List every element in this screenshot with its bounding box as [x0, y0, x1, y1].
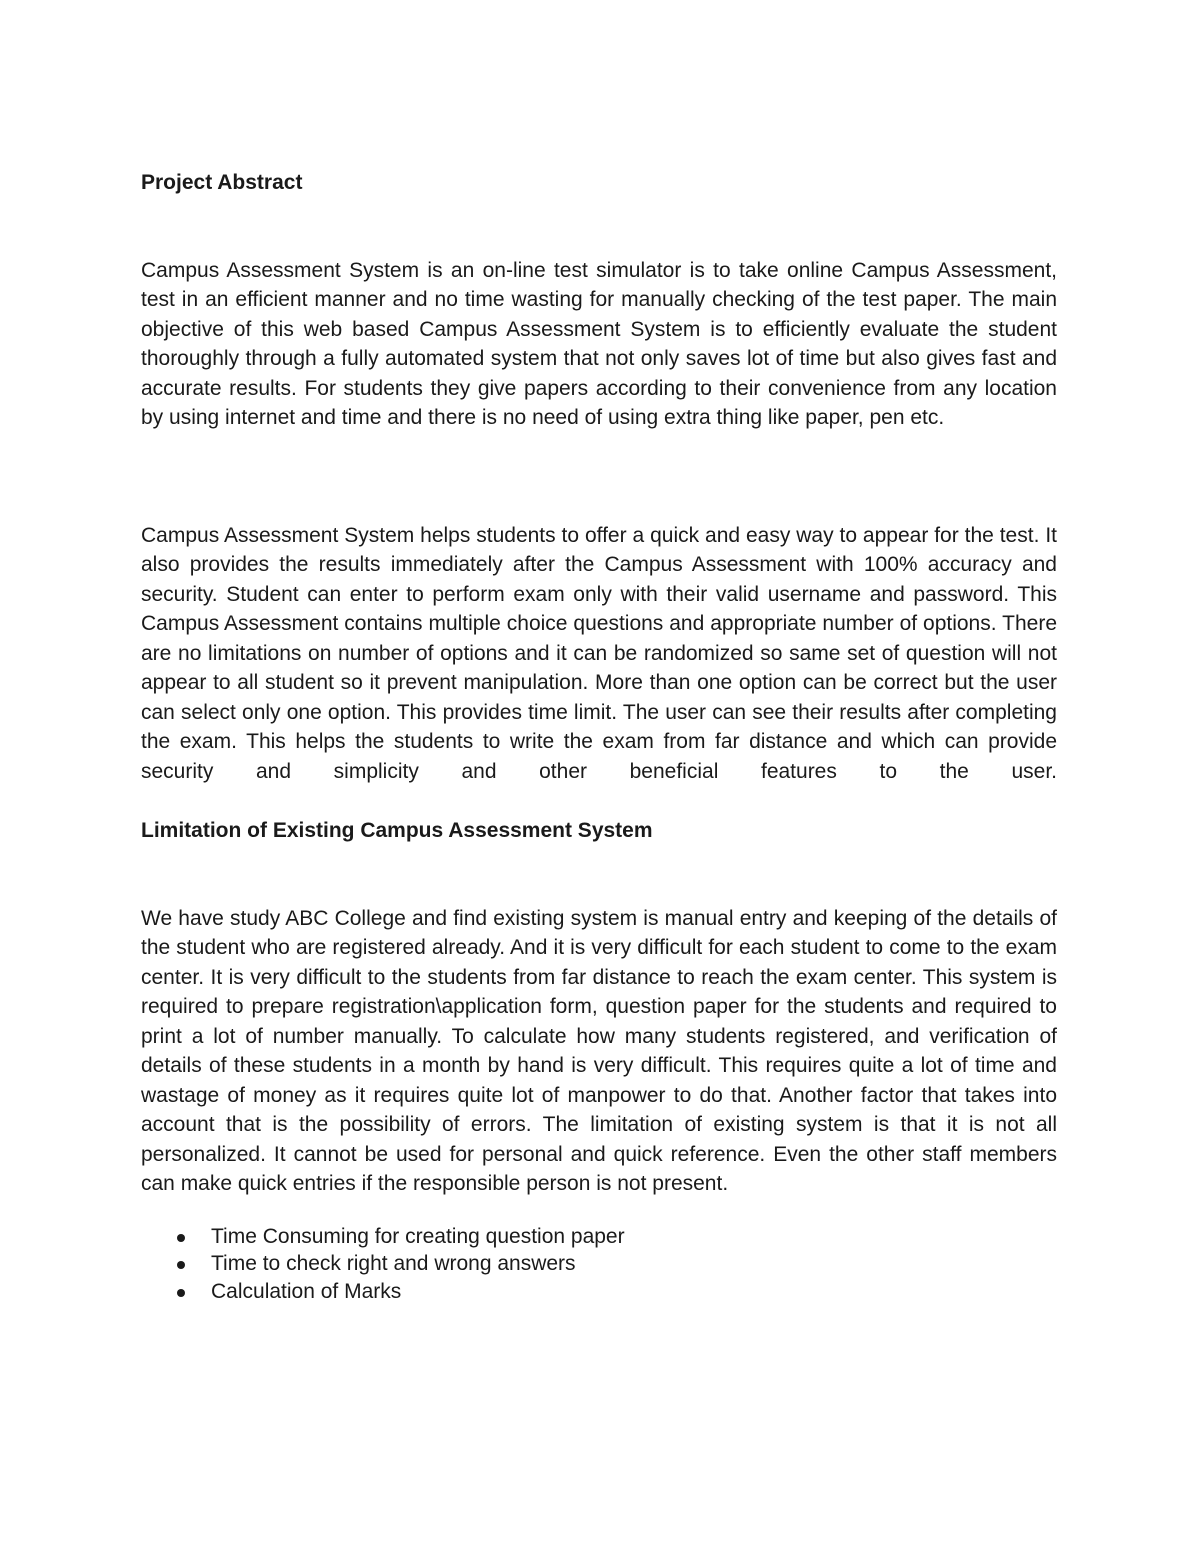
bullet-icon [177, 1261, 185, 1269]
bullet-icon [177, 1234, 185, 1242]
abstract-paragraph-1: Campus Assessment System is an on-line test simulator is to take online Campus Assessment, test in an efficient manner and no time wasting for manually checking of the test paper. The main objective of this web based Campus Assessment System is to efficiently evaluate the student thoroughly through a fully automated system that not only saves lot of time but also gives fast and accurate results. For students they give papers according to their convenience from any location by using internet and time and there is no need of using extra thing like paper, pen etc. [141, 258, 1057, 429]
list-item [141, 1250, 1057, 1278]
list-item [141, 1223, 1057, 1251]
abstract-paragraph-2: Campus Assessment System helps students to offer a quick and easy way to appear for the test. It also provides the results immediately after the Campus Assessment with 100% accuracy and security. Student can enter to perform exam only with their valid username and password. This Campus Assessment contains multiple choice questions and appropriate number of options. There are no limitations on number of options and it can be randomized so same set of question will not appear to all student so it prevent manipulation. More than one option can be correct but the user can select only one option. This provides time limit. The user can see their results after completing the exam. This helps the students to write the exam from far distance and which can provide security and simplicity and other beneficial features to the user. [141, 523, 1057, 783]
list-item-text: Calculation of Marks [211, 1279, 402, 1303]
document-page [141, 168, 1057, 1305]
project-abstract-heading: Project Abstract [141, 171, 303, 194]
limitation-bullet-list [141, 1223, 1057, 1306]
list-item [141, 1278, 1057, 1306]
list-item-text: Time to check right and wrong answers [211, 1252, 576, 1275]
limitation-heading: Limitation of Existing Campus Assessment System [141, 819, 653, 842]
limitation-paragraph: We have study ABC College and find existing system is manual entry and keeping of the details of the student who are registered already. And it is very difficult for each student to come to the exam center. It is very difficult to the students from far distance to reach the exam center. This system is required to prepare registration\application form, question paper for the students and required to print a lot of number manually. To calculate how many students registered, and verification of details of these students in a month by hand is very difficult. This requires quite a lot of time and wastage of money as it requires quite lot of manpower to do that. Another factor that takes into account that is the possibility of errors. The limitation of existing system is that it is not all personalized. It cannot be used for personal and quick reference. Even the other staff members can make quick entries if the responsible person is not present. [141, 906, 1057, 1195]
list-item-text: Time Consuming for creating question paper [211, 1224, 625, 1248]
bullet-icon [177, 1289, 185, 1297]
